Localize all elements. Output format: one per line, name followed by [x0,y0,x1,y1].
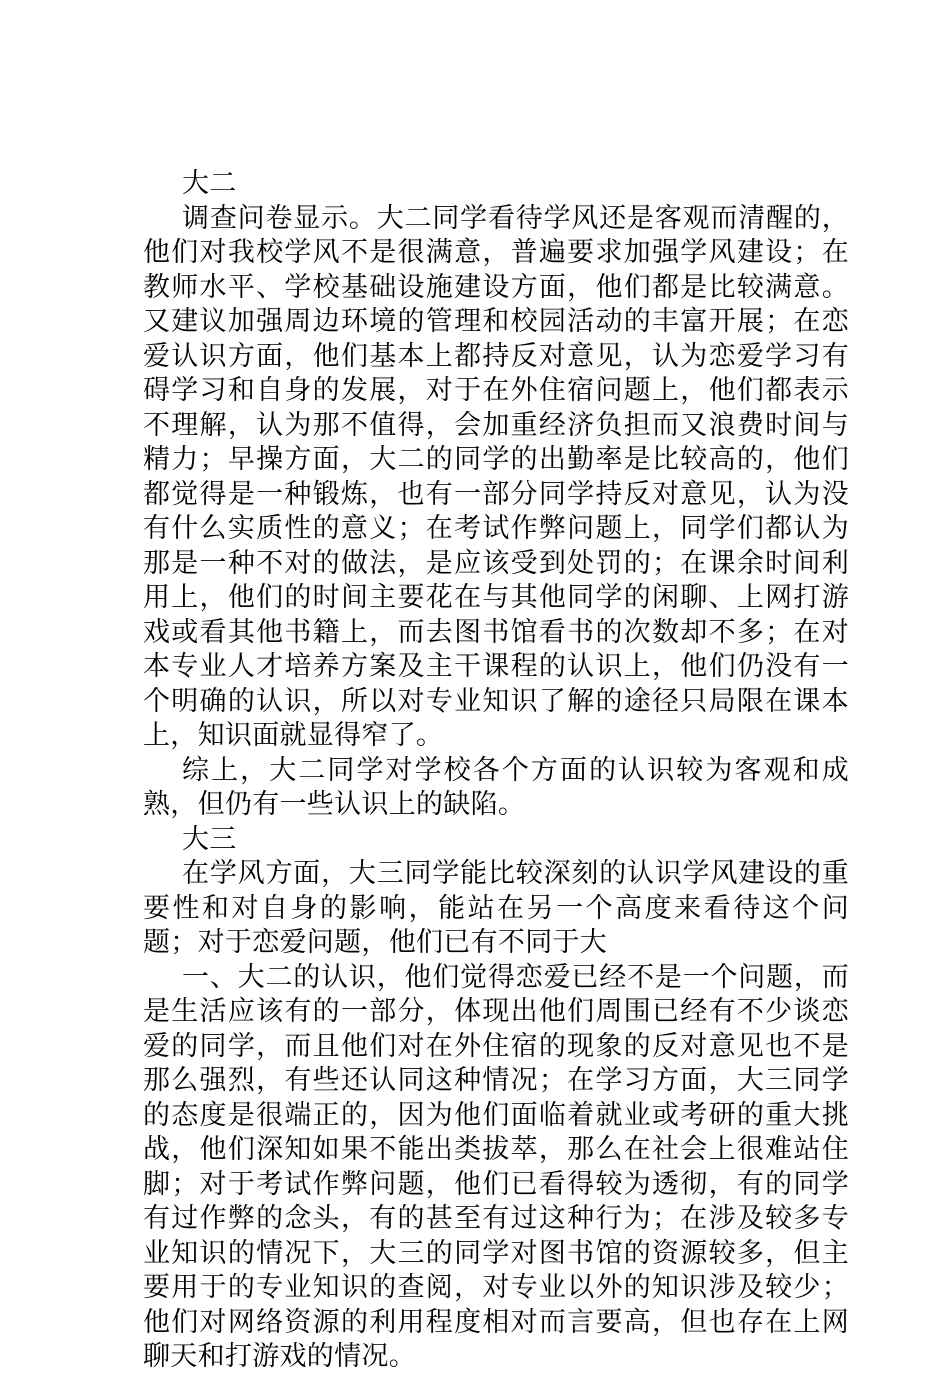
paragraph-sophomore-summary: 综上，大二同学对学校各个方面的认识较为客观和成熟，但仍有一些认识上的缺陷。 [143,754,849,820]
section-heading-sophomore: 大二 [182,168,237,199]
paragraph-sophomore-survey: 调查问卷显示。大二同学看待学风还是客观而清醒的，他们对我校学风不是很满意，普遍要求加强学风建设；在教师水平、学校基础设施建设方面，他们都是比较满意。又建议加强周边环境的管理和校园活动的丰富开展；在恋爱认识方面，他们基本上都持反对意见，认为恋爱学习有碍学习和自身的发展，对于在外住宿问题上，他们都表示不理解，认为那不值得，会加重经济负担而又浪费时间与精力；早操方面，大二的同学的出勤率是比较高的，他们都觉得是一种锻炼，也有一部分同学持反对意见，认为没有什么实质性的意义；在考试作弊问题上，同学们都认为那是一种不对的做法，是应该受到处罚的；在课余时间利用上，他们的时间主要花在与其他同学的闲聊、上网打游戏或看其他书籍上，而去图书馆看书的次数却不多；在对本专业人才培养方案及主干课程的认识上，他们仍没有一个明确的认识，所以对专业知识了解的途径只局限在课本上，知识面就显得窄了。 [143,202,849,751]
document-body [143,167,849,1375]
paragraph-junior-details: 一、大二的认识，他们觉得恋爱已经不是一个问题，而是生活应该有的一部分，体现出他们周围已经有不少谈恋爱的同学，而且他们对在外住宿的现象的反对意见也不是那么强烈，有些还认同这种情况；在学习方面，大三同学的态度是很端正的，因为他们面临着就业或考研的重大挑战，他们深知如果不能出类拔萃，那么在社会上很难站住脚；对于考试作弊问题，他们已看得较为透彻，有的同学有过作弊的念头，有的甚至有过这种行为；在涉及较多专业知识的情况下，大三的同学对图书馆的资源较多，但主要用于的专业知识的查阅，对专业以外的知识涉及较少；他们对网络资源的利用程度相对而言要高，但也存在上网聊天和打游戏的情况。 [143,961,849,1372]
paragraph-junior-study-style: 在学风方面，大三同学能比较深刻的认识学风建设的重要性和对自身的影响，能站在另一个高度来看待这个问题；对于恋爱问题，他们已有不同于大 [143,858,849,958]
section-heading-junior: 大三 [182,823,237,855]
